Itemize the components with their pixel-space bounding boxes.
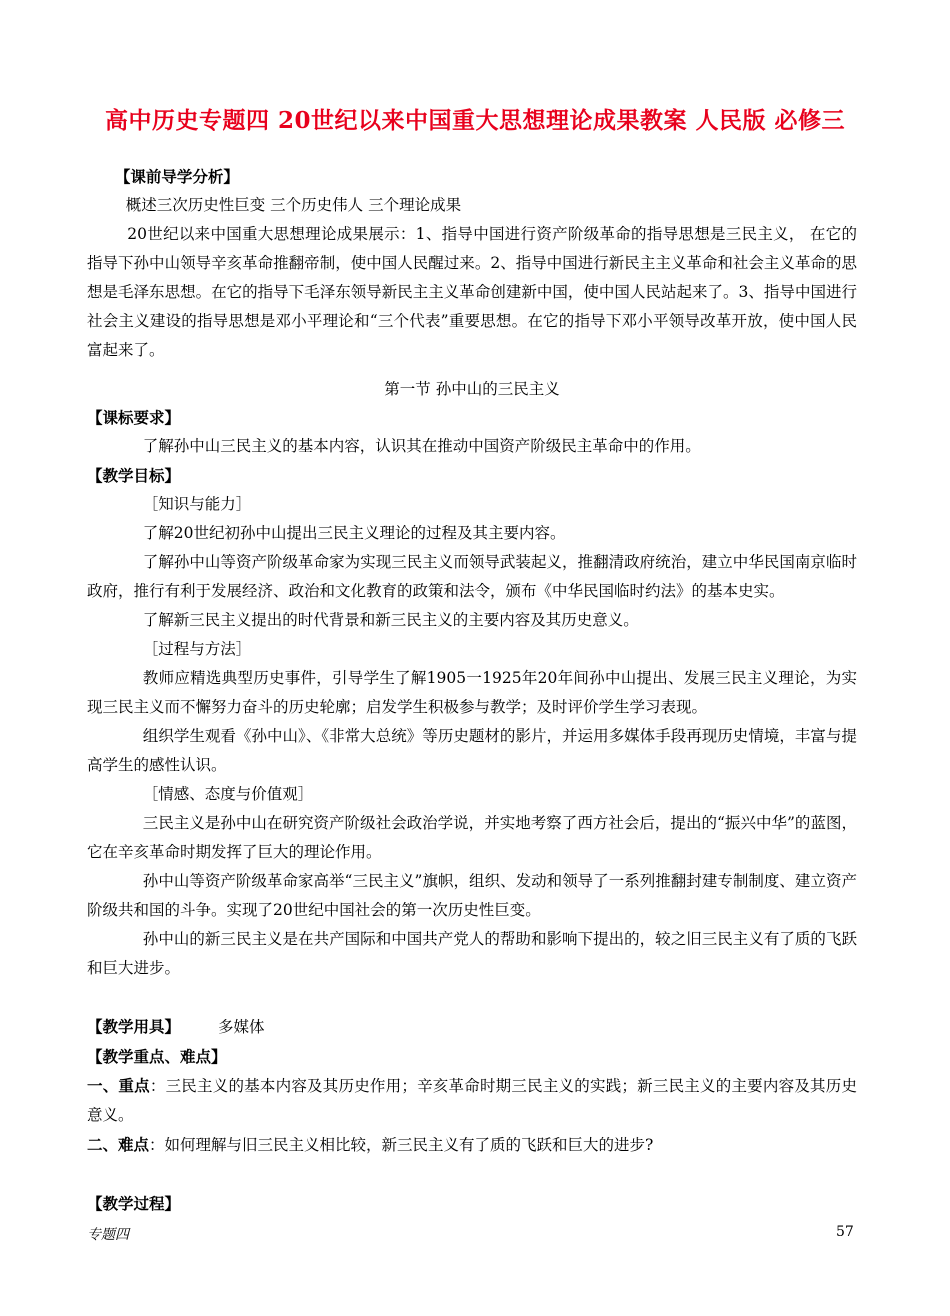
key-text: ：三民主义的基本内容及其历史作用；辛亥革命时期三民主义的实践；新三民主义的主要内容及其历史意义。 bbox=[87, 1077, 857, 1124]
knowledge-item-3: 了解新三民主义提出的时代背景和新三民主义的主要内容及其历史意义。 bbox=[142, 611, 639, 629]
values-label: ［情感、态度与价值观］ bbox=[142, 785, 314, 803]
section-body bbox=[87, 403, 857, 1218]
preview-summary: 20世纪以来中国重大思想理论成果展示：1、指导中国进行资产阶级革命的指导思想是三民主义， 在它的指导下孙中山领导辛亥革命推翻帝制，使中国人民醒过来。2、指导中国进行新民主主义革命和社会主义革命的思想是毛泽东思想。在它的指导下毛泽东领导新民主主义革命创建新中国，使中国人民站起来了。3、指导中国进行社会主义建设的指导思想是邓小平理论和“三个代表”重要思想。在它的指导下邓小平领导改革开放，使中国人民富起来了。 bbox=[87, 225, 857, 359]
preview-overview: 概述三次历史性巨变 三个历史伟人 三个理论成果 bbox=[125, 196, 462, 214]
tools-text: 多媒体 bbox=[218, 1018, 265, 1036]
difficult-point bbox=[87, 1130, 857, 1160]
knowledge-item-2: 了解孙中山等资产阶级革命家为实现三民主义而领导武装起义，推翻清政府统治，建立中华民国南京临时政府，推行有利于发展经济、政治和文化教育的政策和法令，颁布《中华民国临时约法》的基本史实。 bbox=[87, 553, 857, 600]
difficult-label: 二、难点 bbox=[87, 1135, 150, 1154]
page-number: 57 bbox=[836, 1224, 854, 1240]
footer-left: 专题四 bbox=[87, 1227, 129, 1243]
document-title: 高中历史专题四 20世纪以来中国重大思想理论成果教案 人民版 必修三 bbox=[104, 107, 846, 134]
process-heading: 【教学过程】 bbox=[87, 1194, 181, 1213]
curriculum-heading: 【课标要求】 bbox=[87, 408, 181, 427]
tools-heading: 【教学用具】 bbox=[87, 1017, 181, 1036]
knowledge-item-1: 了解20世纪初孙中山提出三民主义理论的过程及其主要内容。 bbox=[142, 524, 566, 542]
values-item-1: 三民主义是孙中山在研究资产阶级社会政治学说，并实地考察了西方社会后，提出的“振兴中华”的蓝图，它在辛亥革命时期发挥了巨大的理论作用。 bbox=[87, 814, 857, 861]
process-item-1: 教师应精选典型历史事件，引导学生了解1905一1925年20年间孙中山提出、发展三民主义理论，为实现三民主义而不懈努力奋斗的历史轮廓；启发学生积极参与教学；及时评价学生学习表现。 bbox=[87, 669, 857, 716]
difficult-text: ：如何理解与旧三民主义相比较，新三民主义有了质的飞跃和巨大的进步? bbox=[149, 1136, 654, 1154]
tools-line bbox=[87, 1012, 857, 1042]
values-item-2: 孙中山等资产阶级革命家高举“三民主义”旗帜，组织、发动和领导了一系列推翻封建专制制度、建立资产阶级共和国的斗争。实现了20世纪中国社会的第一次历史性巨变。 bbox=[87, 872, 857, 919]
objectives-heading: 【教学目标】 bbox=[87, 466, 181, 485]
preview-block bbox=[87, 162, 857, 365]
values-item-3: 孙中山的新三民主义是在共产国际和中国共产党人的帮助和影响下提出的，较之旧三民主义有了质的飞跃和巨大进步。 bbox=[87, 930, 857, 977]
process-item-2: 组织学生观看《孙中山》、《非常大总统》等历史题材的影片，并运用多媒体手段再现历史情境，丰富与提高学生的感性认识。 bbox=[87, 727, 857, 774]
section-heading: 第一节 孙中山的三民主义 bbox=[384, 380, 560, 398]
curriculum-text: 了解孙中山三民主义的基本内容，认识其在推动中国资产阶级民主革命中的作用。 bbox=[142, 437, 701, 455]
process-label: ［过程与方法］ bbox=[142, 640, 252, 658]
key-label: 一、重点 bbox=[87, 1076, 150, 1095]
preview-heading: 【课前导学分析】 bbox=[114, 167, 239, 186]
keypoints-heading: 【教学重点、难点】 bbox=[87, 1047, 227, 1066]
key-point bbox=[87, 1071, 857, 1130]
knowledge-label: ［知识与能力］ bbox=[142, 495, 252, 513]
